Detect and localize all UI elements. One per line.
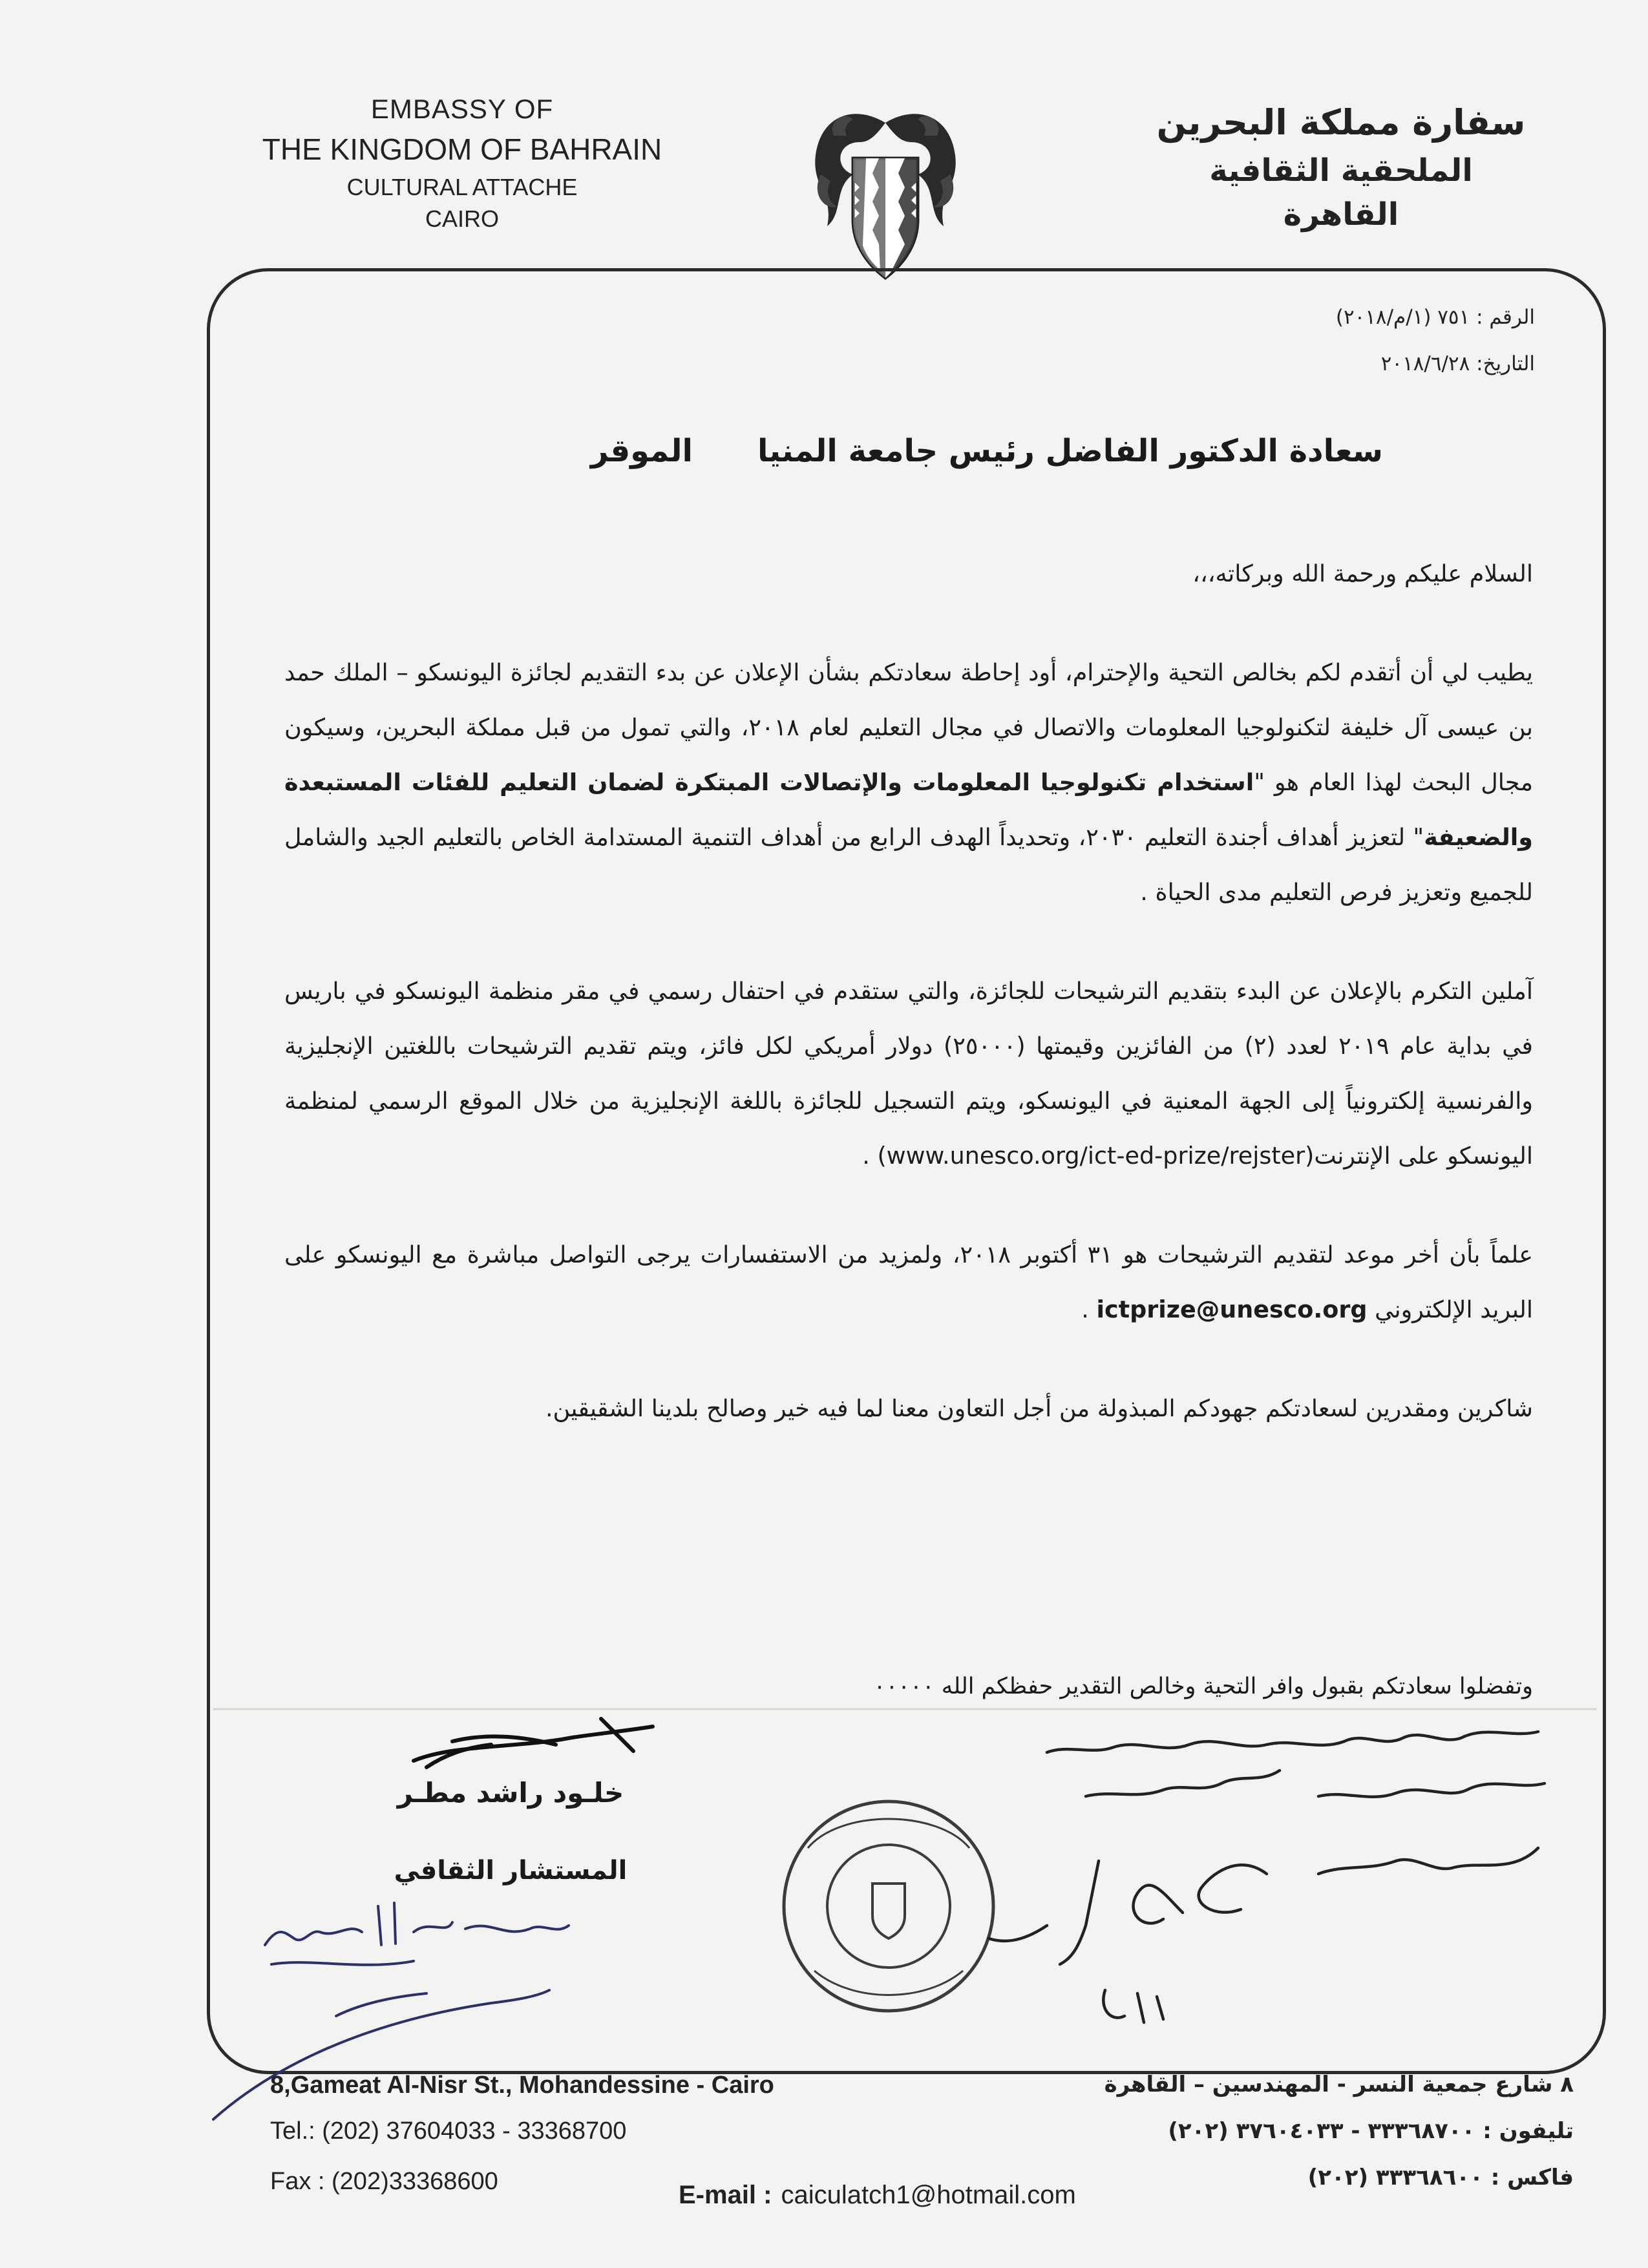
reference-number: الرقم : ٧٥١ (١/م/٢٠١٨) <box>1335 306 1535 329</box>
header-en <box>239 90 685 234</box>
paragraph-1-text-b: " لتعزيز أهداف أجندة التعليم ٢٠٣٠، وتحديداً الهدف الرابع من أهداف التنمية المستدامة الخاص بالتعليم الجيد والشامل للجميع وتعزيز فرص التعليم مدى الحياة . <box>284 823 1533 906</box>
greeting: السلام عليكم ورحمة الله وبركاته،،، <box>1192 560 1533 587</box>
paragraph-2 <box>284 963 1533 1183</box>
signer-block <box>294 1764 727 1896</box>
footer-fax-en: Fax : (202)33368600 <box>270 2168 498 2195</box>
paragraph-3-email: ictprize@unesco.org <box>1096 1296 1368 1323</box>
header-ar <box>1144 97 1538 236</box>
paragraph-1 <box>284 645 1533 919</box>
paragraph-3-text: علماً بأن أخر موعد لتقديم الترشيحات هو ٣١ أكتوبر ٢٠١٨، ولمزيد من الاستفسارات يرجى التواصل مباشرة مع اليونسكو على البريد الإلكتروني <box>284 1241 1533 1323</box>
header-en-line1: EMBASSY OF <box>370 94 554 124</box>
honorific: الموقر <box>590 433 693 469</box>
header-ar-line2: الملحقية الثقافية <box>1209 152 1473 189</box>
header-en-line2: THE KINGDOM OF BAHRAIN <box>262 132 662 166</box>
letter-meta <box>1083 294 1535 387</box>
signer-title: المستشار الثقافي <box>394 1856 628 1885</box>
paragraph-1-text-a: يطيب لي أن أتقدم لكم بخالص التحية والإحترام، أود إحاطة سعادتكم بشأن الإعلان عن بدء التقديم لجائزة اليونسكو – الملك حمد بن عيسى آل خليفة لتكنولوجيا المعلومات والاتصال في مجال التعليم لعام ٢٠١٨، والتي تمول من قبل مملكة البحرين، وسيكون مجال البحث لهذا العام هو " <box>284 658 1533 796</box>
paragraph-4: شاكرين ومقدرين لسعادتكم جهودكم المبذولة من أجل التعاون معنا لما فيه خير وصالح بلدينا الشقيقين. <box>545 1394 1533 1422</box>
footer-email <box>679 2181 1260 2210</box>
letter-title <box>388 433 1383 469</box>
footer-email-label: E-mail : <box>679 2181 772 2209</box>
footer-tel-ar: تليفون : ٣٣٣٦٨٧٠٠ - ٣٧٦٠٤٠٣٣ (٢٠٢) <box>1168 2118 1574 2144</box>
header-en-line3: CULTURAL ATTACHE <box>346 174 578 200</box>
letter-date: التاريخ: ٢٠١٨/٦/٢٨ <box>1380 352 1535 375</box>
paragraph-2-text: آملين التكرم بالإعلان عن البدء بتقديم الترشيحات للجائزة، والتي ستقدم في احتفال رسمي في مقر منظمة اليونسكو في باريس في بداية عام ٢٠١٩ لعدد (٢) من الفائزين وقيمتها (٢٥٠٠٠) دولار أمريكي لكل فائز، ويتم تقديم الترشيحات باللغتين الإنجليزية والفرنسية إلكترونياً إلى الجهة المعنية في اليونسكو، ويتم التسجيل للجائزة باللغة الإنجليزية من خلال الموقع الرسمي لمنظمة اليونسكو على الإنترنت <box>284 977 1534 1170</box>
signer-name: خلـود راشد مطـر <box>397 1777 624 1809</box>
header-ar-line1: سفارة مملكة البحرين <box>1156 102 1526 143</box>
footer-email-value[interactable]: caiculatch1@hotmail.com <box>781 2181 1076 2209</box>
footer-fax-ar: فاكس : ٣٣٣٦٨٦٠٠ (٢٠٢) <box>1307 2165 1574 2190</box>
header-ar-line3: القاهرة <box>1283 196 1399 233</box>
footer-address-en: 8,Gameat Al-Nisr St., Mohandessine - Cairo <box>270 2072 774 2099</box>
paragraph-2-end: . <box>862 1142 878 1170</box>
footer-address-ar: ٨ شارع جمعية النسر - المهندسين – القاهرة <box>1104 2072 1574 2097</box>
paragraph-3-end: . <box>1081 1296 1097 1323</box>
closing-line: وتفضلوا سعادتكم بقبول وافر التحية وخالص التقدير حفظكم الله ٠٠٠٠٠ <box>873 1674 1533 1699</box>
paragraph-3 <box>284 1227 1533 1337</box>
header-en-line4: CAIRO <box>425 205 499 232</box>
paragraph-1-bold: استخدام تكنولوجيا المعلومات والإتصالات المبتكرة لضمان التعليم للفئات المستبعدة والضعيفة <box>284 768 1533 851</box>
footer-ar <box>992 2061 1574 2201</box>
paragraph-2-url: (www.unesco.org/ict-ed-prize/rejster) <box>877 1142 1315 1170</box>
footer-tel-en: Tel.: (202) 37604033 - 33368700 <box>270 2117 627 2145</box>
letter-body <box>284 546 1533 1436</box>
bahrain-emblem-icon <box>808 97 963 291</box>
addressee: سعادة الدكتور الفاضل رئيس جامعة المنيا <box>757 433 1383 469</box>
